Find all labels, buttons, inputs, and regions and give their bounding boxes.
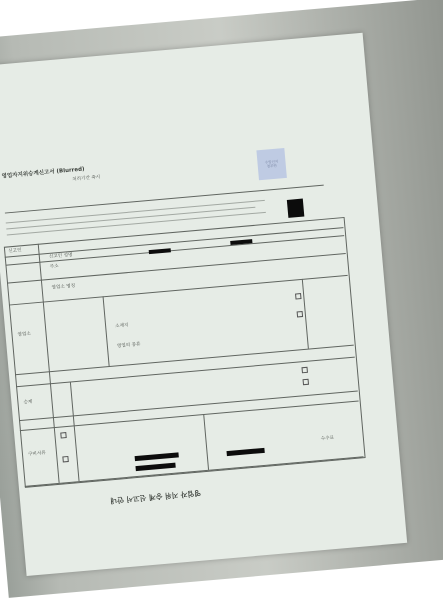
form-line-1: 신고인 성명: [48, 252, 73, 260]
revenue-stamp: [256, 148, 287, 180]
text-line: [6, 207, 255, 229]
bottom-heading: 영업자 지위 승계 신고서 안내: [110, 488, 202, 505]
stamp-line-2: 첨부란: [266, 163, 278, 169]
section-documents: 구비서류: [27, 450, 46, 458]
checkbox[interactable]: [60, 432, 67, 439]
form-line-3: 영업소 명칭: [51, 283, 76, 291]
section-fee: 수수료: [320, 435, 335, 442]
form-title: 영업자지위승계신고서 (Blurred): [1, 166, 85, 180]
stamp-line-1: 수입인지: [264, 159, 279, 165]
processing-note: 처리기간 즉시: [72, 175, 101, 183]
checkbox[interactable]: [301, 367, 308, 374]
form-line-4: 소재지: [115, 323, 129, 330]
checkbox[interactable]: [62, 456, 69, 463]
checkbox[interactable]: [295, 293, 302, 300]
section-transfer: 승계: [23, 399, 33, 406]
scanned-form-page: [0, 33, 407, 576]
form-line-2: 주소: [49, 264, 59, 270]
form-line-5: 영업의 종류: [116, 342, 141, 350]
redaction-box: [287, 199, 305, 218]
section-business: 영업소: [17, 331, 32, 338]
text-line: [6, 200, 265, 223]
checkbox[interactable]: [297, 311, 304, 318]
section-applicant: 신고인: [8, 248, 22, 255]
checkbox[interactable]: [303, 379, 310, 386]
